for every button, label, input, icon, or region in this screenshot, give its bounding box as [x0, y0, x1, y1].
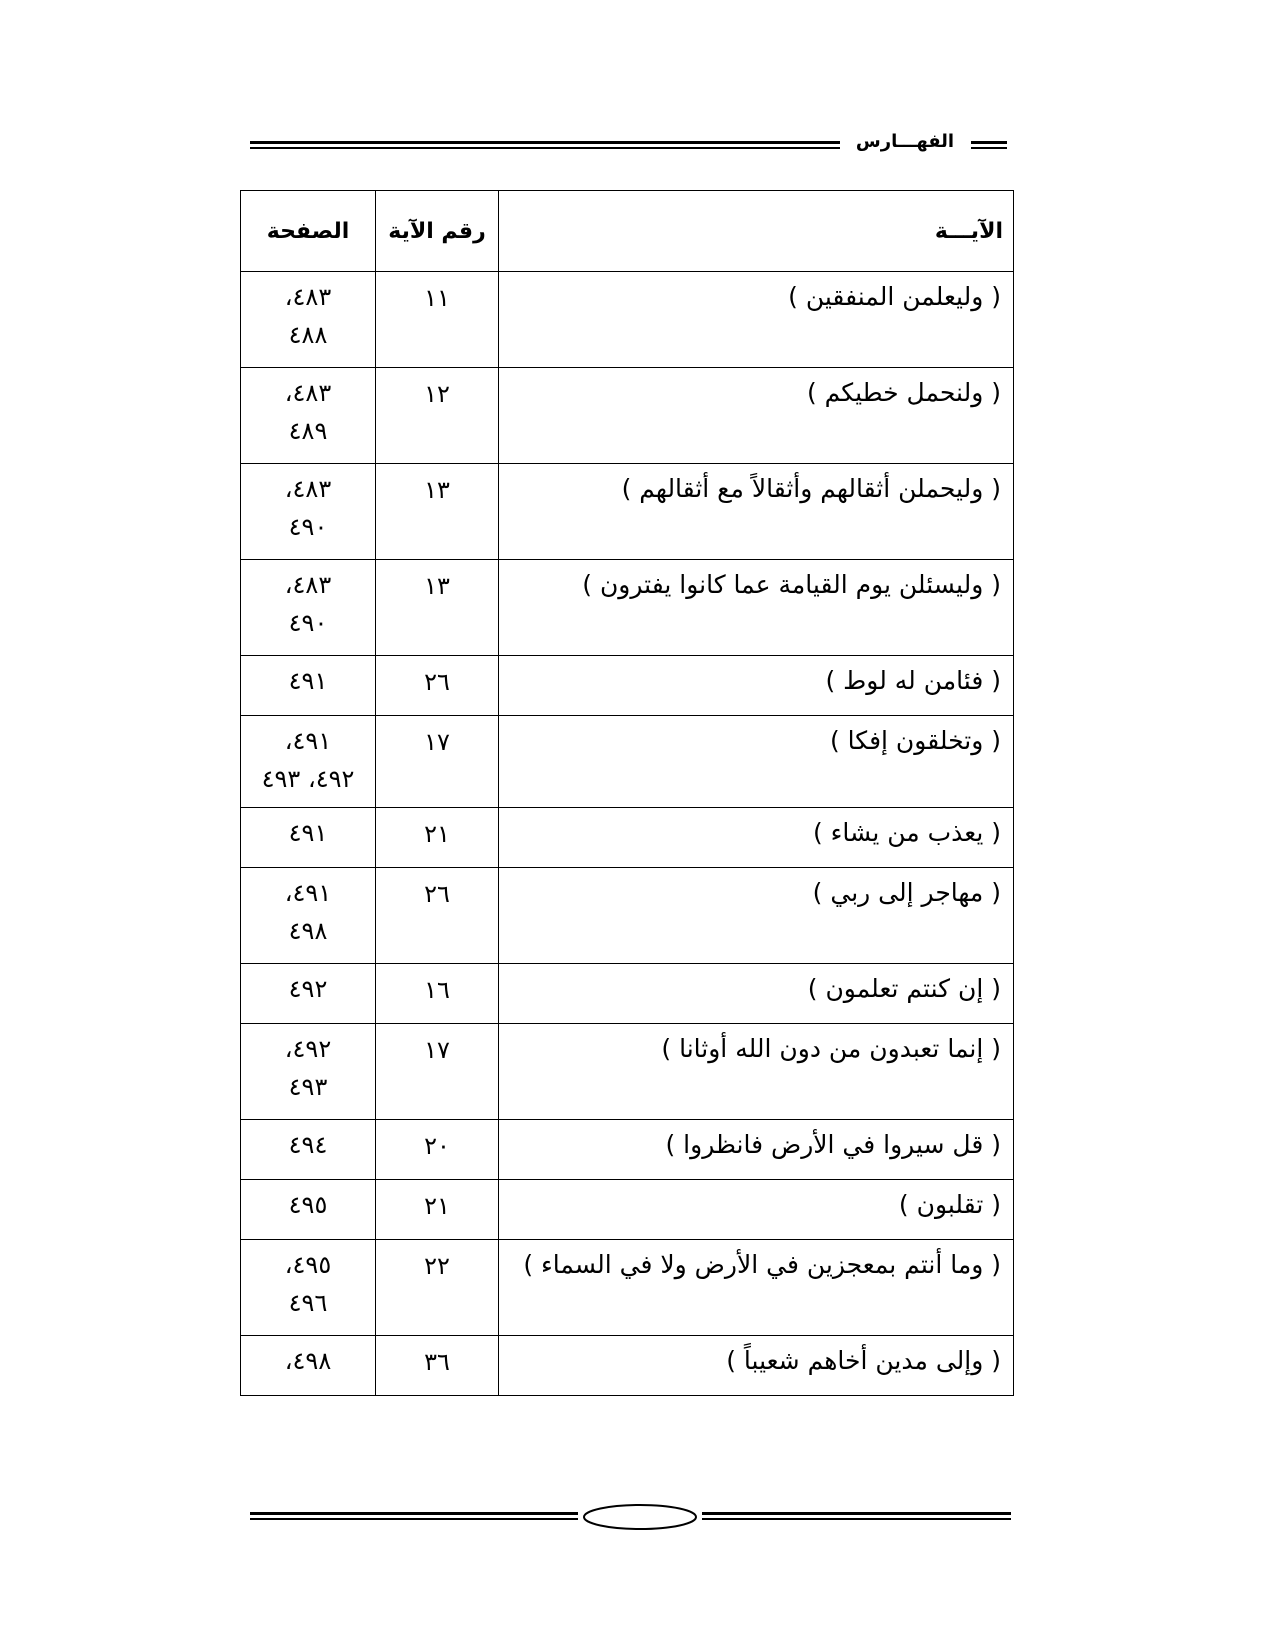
- verse-text: ( يعذب من يشاء ): [499, 808, 1014, 868]
- verse-text: ( إنما تعبدون من دون الله أوثانا ): [499, 1024, 1014, 1120]
- verse-text: ( وليعلمن المنفقين ): [499, 272, 1014, 368]
- verse-text: ( قل سيروا في الأرض فانظروا ): [499, 1120, 1014, 1180]
- verse-text: ( مهاجر إلى ربي ): [499, 868, 1014, 964]
- table-row: [241, 464, 1014, 560]
- table-row: [241, 272, 1014, 368]
- verse-text: ( وما أنتم بمعجزين في الأرض ولا في السماء ): [499, 1240, 1014, 1336]
- page-number-oval: [580, 1502, 700, 1532]
- verse-number: ٢٦: [376, 656, 499, 716]
- page-numbers: ٤٩١: [241, 808, 376, 868]
- verse-text: ( وليسئلن يوم القيامة عما كانوا يفترون ): [499, 560, 1014, 656]
- table-row: [241, 716, 1014, 808]
- verse-number: ٣٦: [376, 1336, 499, 1396]
- page-numbers: ٤٨٣، ٤٨٩: [241, 368, 376, 464]
- page-numbers: ٤٩١، ٤٩٨: [241, 868, 376, 964]
- table-row: [241, 656, 1014, 716]
- verse-text: ( وليحملن أثقالهم وأثقالاً مع أثقالهم ): [499, 464, 1014, 560]
- verse-text: ( إن كنتم تعلمون ): [499, 964, 1014, 1024]
- table-row: [241, 1336, 1014, 1396]
- table-row: [241, 808, 1014, 868]
- column-header-verse: الآيـــة: [499, 191, 1014, 272]
- verse-number: ١٧: [376, 716, 499, 808]
- page-numbers: ٤٩٤: [241, 1120, 376, 1180]
- table-row: [241, 1024, 1014, 1120]
- verse-number: ٢٦: [376, 868, 499, 964]
- verse-number: ١٣: [376, 464, 499, 560]
- page-numbers: ٤٩٨،: [241, 1336, 376, 1396]
- verse-number: ١٦: [376, 964, 499, 1024]
- table-row: [241, 368, 1014, 464]
- page-numbers: ٤٩١: [241, 656, 376, 716]
- verse-number: ١٧: [376, 1024, 499, 1120]
- verse-text: ( وإلى مدين أخاهم شعيباً ): [499, 1336, 1014, 1396]
- page-numbers: ٤٨٣، ٤٨٨: [241, 272, 376, 368]
- verse-text: ( ولنحمل خطيكم ): [499, 368, 1014, 464]
- page-header-title: الفهـــارس: [855, 131, 955, 152]
- page-numbers: ٤٩٢، ٤٩٣: [241, 1024, 376, 1120]
- table-row: [241, 964, 1014, 1024]
- page-numbers: ٤٨٣، ٤٩٠: [241, 464, 376, 560]
- verse-text: ( وتخلقون إفكا ): [499, 716, 1014, 808]
- page-numbers: ٤٩٢: [241, 964, 376, 1024]
- verse-number: ١١: [376, 272, 499, 368]
- verse-number: ١٣: [376, 560, 499, 656]
- table-row: [241, 560, 1014, 656]
- header-rule-right: [971, 141, 1007, 149]
- column-header-verse-number: رقم الآية: [376, 191, 499, 272]
- verse-number: ١٢: [376, 368, 499, 464]
- verse-number: ٢١: [376, 808, 499, 868]
- table-row: [241, 868, 1014, 964]
- table-row: [241, 1180, 1014, 1240]
- page-numbers: ٤٩١، ٤٩٢، ٤٩٣: [241, 716, 376, 808]
- verse-number: ٢٢: [376, 1240, 499, 1336]
- column-header-page: الصفحة: [241, 191, 376, 272]
- verse-number: ٢٠: [376, 1120, 499, 1180]
- table-header-row: [241, 191, 1014, 272]
- header-rule-left: [250, 141, 840, 149]
- footer-rule-left: [250, 1512, 578, 1520]
- verse-number: ٢١: [376, 1180, 499, 1240]
- page-numbers: ٤٩٥: [241, 1180, 376, 1240]
- page-numbers: ٤٩٥، ٤٩٦: [241, 1240, 376, 1336]
- footer-rule-right: [702, 1512, 1011, 1520]
- table-row: [241, 1120, 1014, 1180]
- table-row: [241, 1240, 1014, 1336]
- verse-text: ( تقلبون ): [499, 1180, 1014, 1240]
- verse-text: ( فئامن له لوط ): [499, 656, 1014, 716]
- page-numbers: ٤٨٣، ٤٩٠: [241, 560, 376, 656]
- verse-index-table: [240, 190, 1014, 1396]
